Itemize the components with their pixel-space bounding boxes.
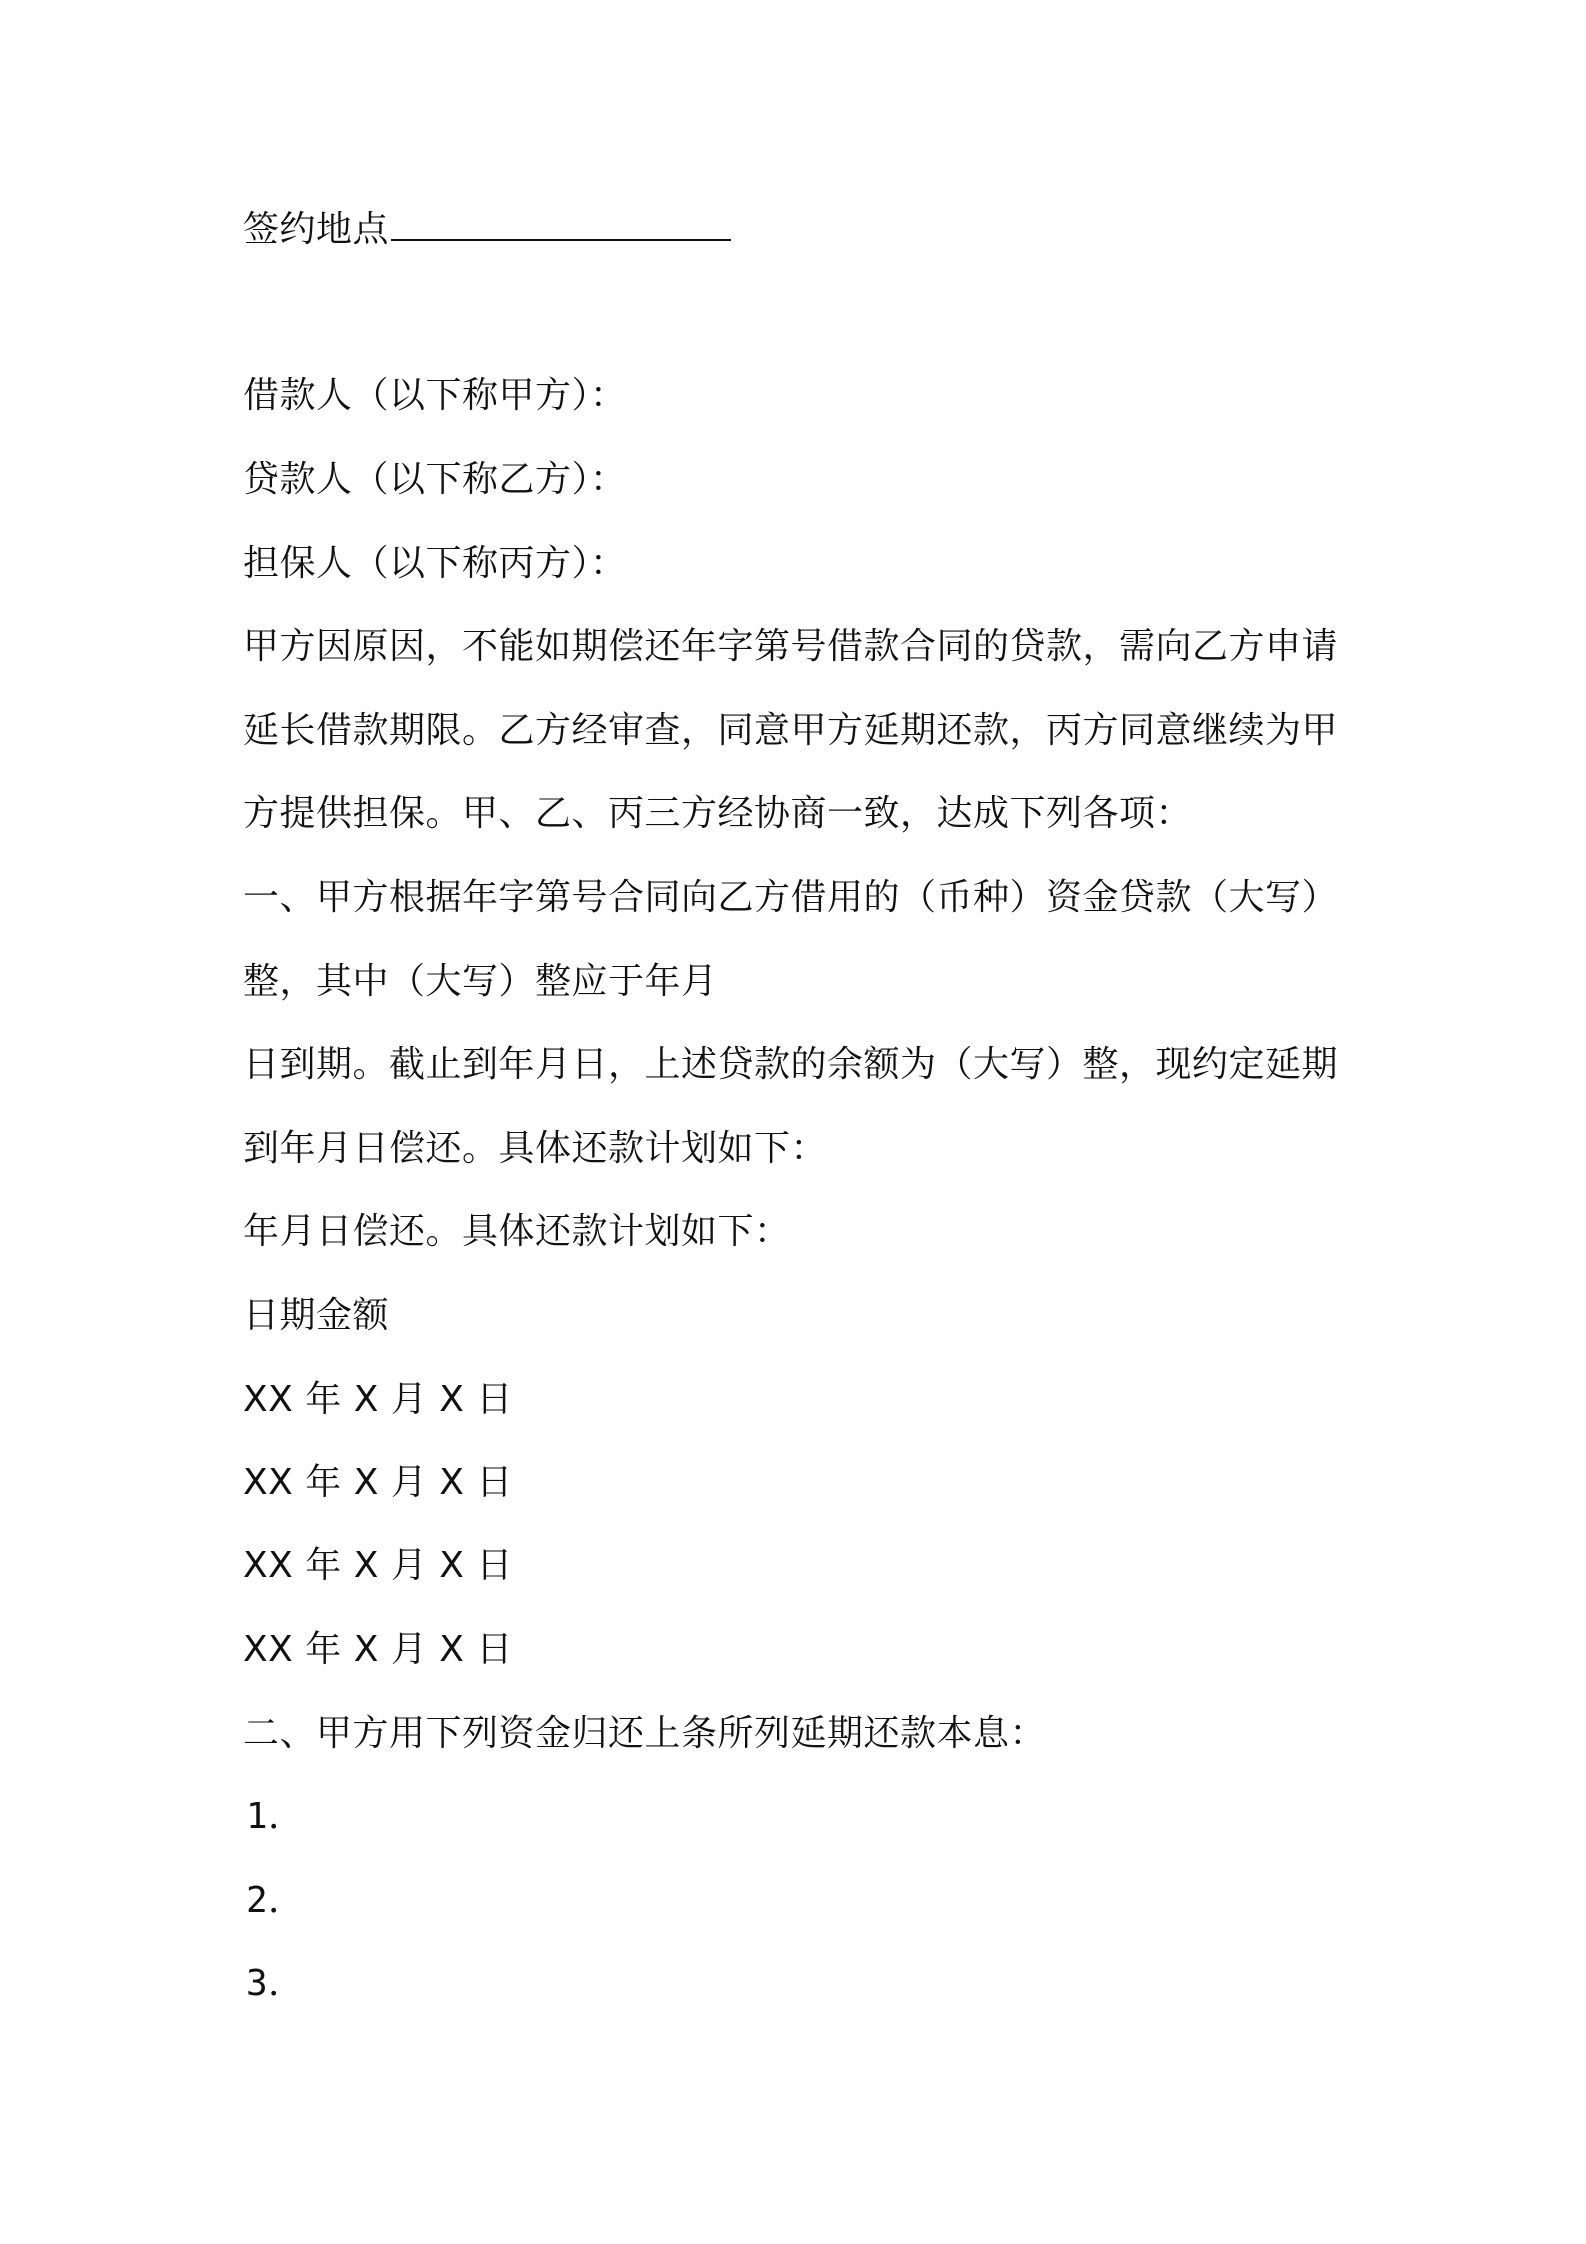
intro-paragraph-line-1: 甲方因原因，不能如期偿还年字第号借款合同的贷款，需向乙方申请 xyxy=(243,626,1339,667)
lender-line: 贷款人（以下称乙方）： xyxy=(243,459,627,500)
list-item-1: 1． xyxy=(246,1796,305,1837)
clause-one-line-1: 一、甲方根据年字第号合同向乙方借用的（币种）资金贷款（大写） xyxy=(243,877,1339,918)
clause-one-line-4: 到年月日偿还。具体还款计划如下： xyxy=(243,1128,828,1169)
intro-paragraph-line-2: 延长借款期限。乙方经审查，同意甲方延期还款，丙方同意继续为甲 xyxy=(243,710,1339,751)
schedule-header: 日期金额 xyxy=(243,1295,390,1336)
borrower-line: 借款人（以下称甲方）： xyxy=(243,375,627,416)
clause-one-line-5: 年月日偿还。具体还款计划如下： xyxy=(243,1211,791,1252)
intro-paragraph-line-3: 方提供担保。甲、乙、丙三方经协商一致，达成下列各项： xyxy=(243,793,1193,834)
schedule-row-4: XX 年 X 月 X 日 xyxy=(243,1629,513,1670)
clause-one-line-2: 整，其中（大写）整应于年月 xyxy=(243,961,718,1002)
guarantor-line: 担保人（以下称丙方）： xyxy=(243,543,627,584)
schedule-row-3: XX 年 X 月 X 日 xyxy=(243,1545,513,1586)
schedule-row-1: XX 年 X 月 X 日 xyxy=(243,1379,513,1420)
signing-place-blank xyxy=(391,205,731,241)
list-item-3: 3． xyxy=(246,1963,305,2004)
signing-place-line xyxy=(243,205,731,254)
clause-two-line: 二、甲方用下列资金归还上条所列延期还款本息： xyxy=(243,1713,1047,1754)
list-item-2: 2． xyxy=(246,1880,305,1921)
signing-place-label: 签约地点 xyxy=(243,209,390,250)
clause-one-line-3: 日到期。截止到年月日，上述贷款的余额为（大写）整，现约定延期 xyxy=(243,1044,1339,1085)
schedule-row-2: XX 年 X 月 X 日 xyxy=(243,1462,513,1503)
